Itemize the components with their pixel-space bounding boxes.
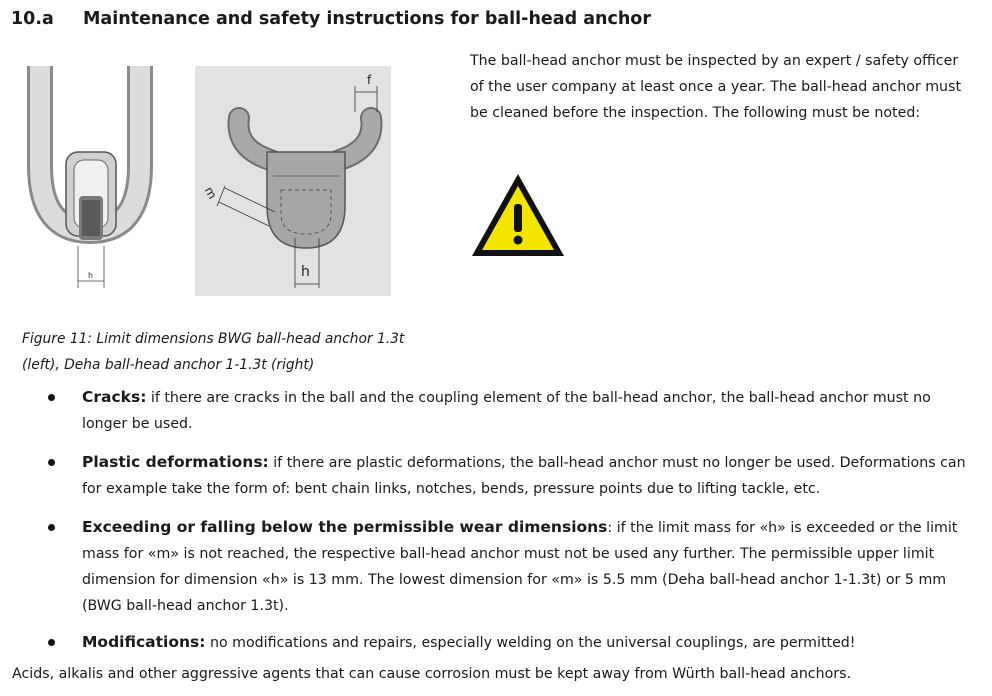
bullet-icon <box>48 394 55 401</box>
list-item-plastic-deformations <box>82 449 982 502</box>
bullet-text: (BWG ball-head anchor 1.3t). <box>82 598 289 614</box>
dimension-label-f: f <box>367 73 372 87</box>
intro-line: be cleaned before the inspection. The following must be noted: <box>470 105 921 121</box>
bullet-text: if there are cracks in the ball and the coupling element of the ball-head anchor, the ball-head anchor must no <box>146 390 931 406</box>
deha-anchor-illustration <box>195 66 391 296</box>
warning-triangle-icon <box>470 172 566 258</box>
bullet-term: Cracks: <box>82 388 147 406</box>
bullet-text: if there are plastic deformations, the ball-head anchor must no longer be used. Deformations can <box>268 455 966 471</box>
bullet-text: mass for «m» is not reached, the respective ball-head anchor must not be used any further. The permissible upper limit <box>82 546 935 562</box>
bwg-anchor-illustration <box>22 66 158 290</box>
bullet-text: dimension for dimension «h» is 13 mm. The lowest dimension for «m» is 5.5 mm (Deha ball-head anchor 1-1.3t) or 5 mm <box>82 572 947 588</box>
dimension-label-h-right: h <box>301 264 310 280</box>
list-item-modifications <box>82 629 982 656</box>
bullet-text: : if the limit mass for «h» is exceeded or the limit <box>607 520 958 536</box>
bullet-term: Plastic deformations: <box>82 453 269 471</box>
bullet-text: no modifications and repairs, especially welding on the universal couplings, are permitted! <box>205 635 856 651</box>
section-heading <box>11 9 651 29</box>
bullet-term: Modifications: <box>82 633 206 651</box>
bullet-icon <box>48 524 55 531</box>
bullet-icon <box>48 639 55 646</box>
caption-line: (left), Deha ball-head anchor 1-1.3t (right) <box>22 357 315 373</box>
bullet-text: for example take the form of: bent chain links, notches, bends, pressure points due to lifting tackle, etc. <box>82 481 821 497</box>
figure-caption <box>22 326 404 378</box>
bullet-text: longer be used. <box>82 416 193 432</box>
intro-line: The ball-head anchor must be inspected by an expert / safety officer <box>470 53 959 69</box>
intro-line: of the user company at least once a year. The ball-head anchor must <box>470 79 962 95</box>
dimension-label-h-left: h <box>88 271 94 280</box>
caption-line: Figure 11: Limit dimensions BWG ball-head anchor 1.3t <box>22 331 405 347</box>
intro-paragraph <box>470 48 985 126</box>
footer-note: Acids, alkalis and other aggressive agents that can cause corrosion must be kept away from Würth ball-head anchors. <box>12 666 852 682</box>
dimension-label-m: m <box>201 184 220 202</box>
section-title: Maintenance and safety instructions for ball-head anchor <box>83 9 651 29</box>
list-item-wear-dimensions <box>82 514 982 619</box>
section-number: 10.a <box>11 9 54 29</box>
bullet-term: Exceeding or falling below the permissible wear dimensions <box>82 518 608 536</box>
list-item-cracks <box>82 384 982 437</box>
bullet-icon <box>48 459 55 466</box>
